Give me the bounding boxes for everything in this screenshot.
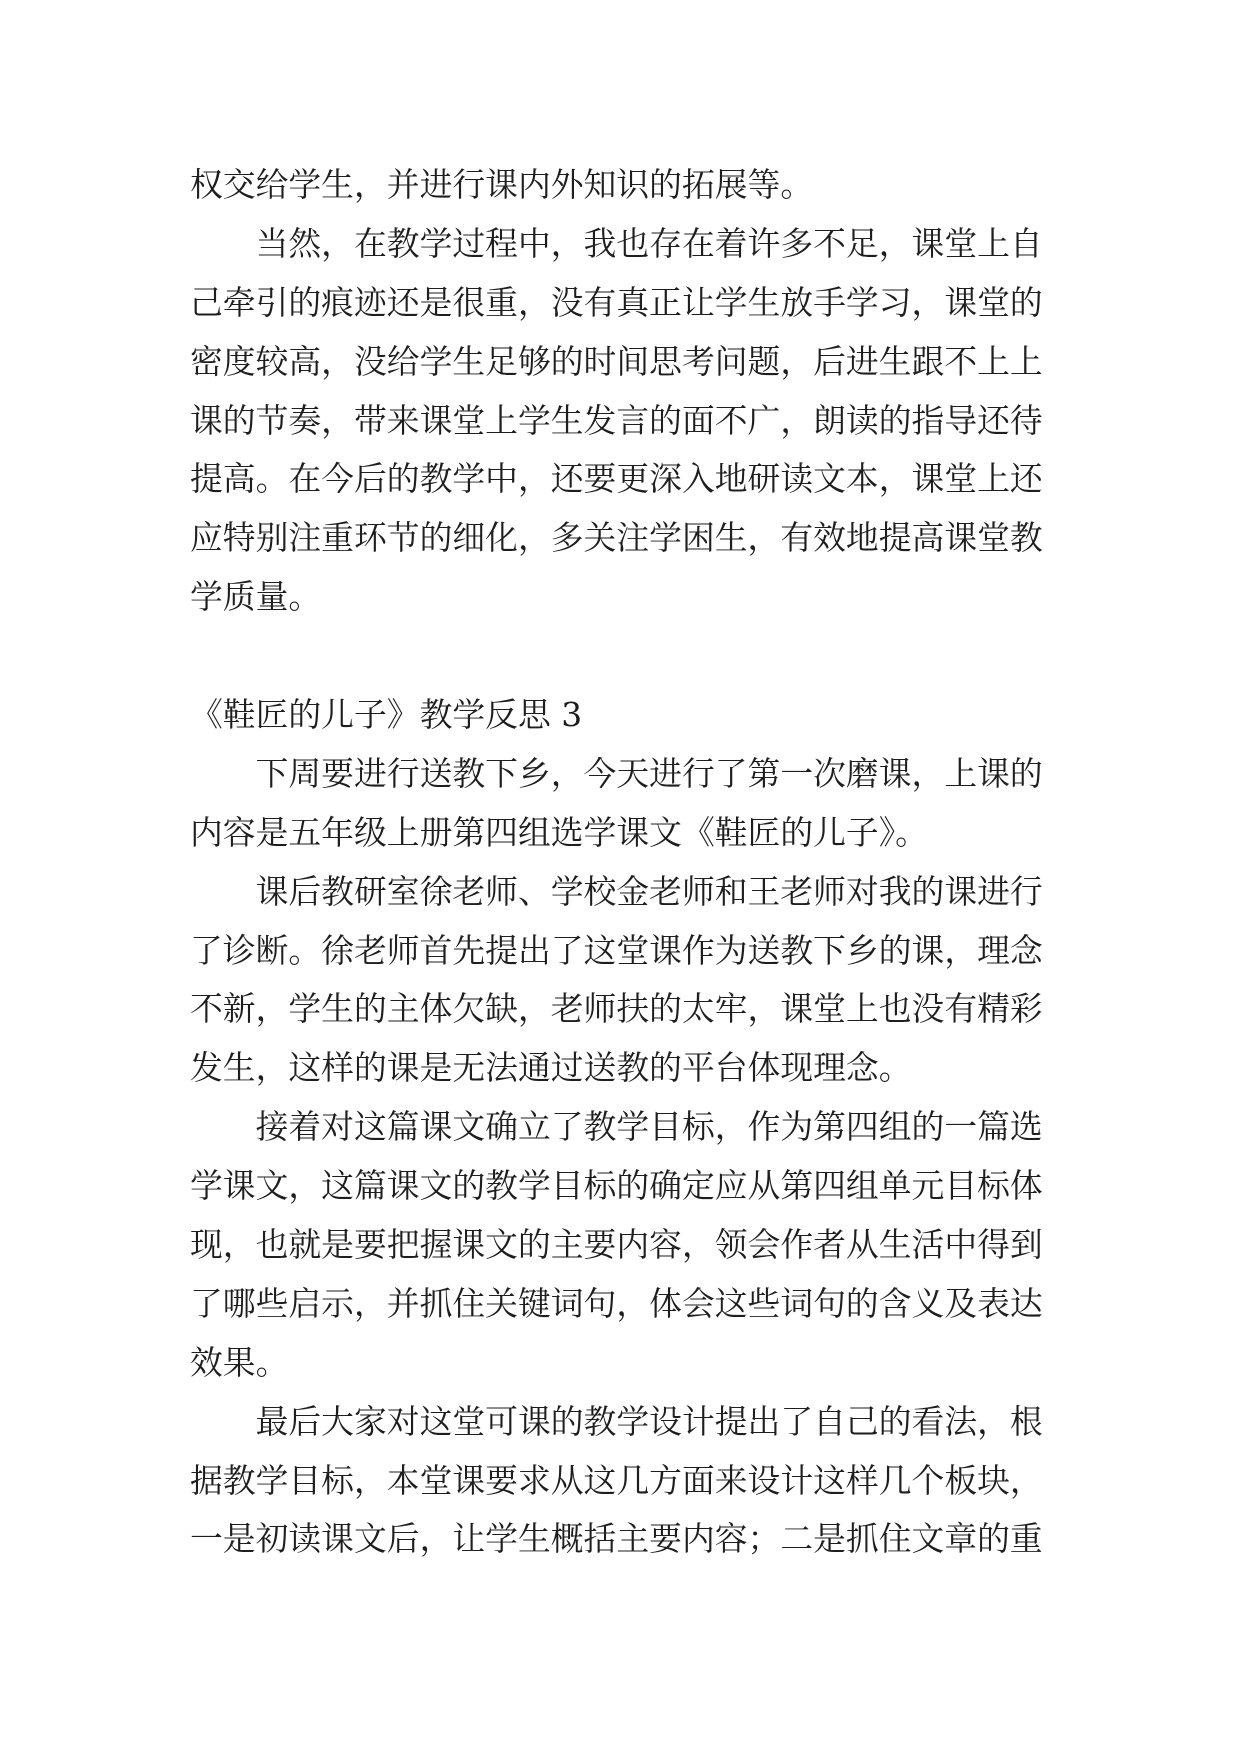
text-line: 现，也就是要把握课文的主要内容，领会作者从生活中得到 — [190, 1226, 1043, 1265]
text-line: 效果。 — [190, 1343, 289, 1382]
text-line: 当然，在教学过程中，我也存在着许多不足，课堂上自 — [255, 224, 1043, 263]
text-line: 了诊断。徐老师首先提出了这堂课作为送教下乡的课，理念 — [190, 931, 1043, 970]
document-body — [190, 156, 1070, 1569]
text-line: 提高。在今后的教学中，还要更深入地研读文本，课堂上还 — [190, 460, 1043, 499]
text-line: 学质量。 — [190, 578, 322, 617]
text-line: 了哪些启示，并抓住关键词句，体会这些词句的含义及表达 — [190, 1284, 1043, 1323]
text-line: 发生，这样的课是无法通过送教的平台体现理念。 — [190, 1049, 912, 1088]
text-line: 己牵引的痕迹还是很重，没有真正让学生放手学习，课堂的 — [190, 283, 1043, 322]
text-line: 应特别注重环节的细化，多关注学困生，有效地提高课堂教 — [190, 519, 1043, 558]
paragraph-objectives — [190, 1098, 1070, 1392]
paragraph-design — [190, 1393, 1070, 1570]
paragraph-continued — [190, 156, 1070, 215]
text-line: 最后大家对这堂可课的教学设计提出了自己的看法，根 — [255, 1402, 1043, 1441]
text-line: 内容是五年级上册第四组选学课文《鞋匠的儿子》。 — [190, 813, 928, 852]
paragraph-intro — [190, 745, 1070, 863]
text-line: 课的节奏，带来课堂上学生发言的面不广，朗读的指导还待 — [190, 401, 1043, 440]
text-line: 权交给学生，并进行课内外知识的拓展等。 — [190, 166, 814, 204]
blank-line — [190, 627, 1070, 686]
paragraph-diagnosis — [190, 863, 1070, 1099]
text-line: 课后教研室徐老师、学校金老师和王老师对我的课进行 — [255, 872, 1043, 911]
section-heading: 《鞋匠的儿子》教学反思 3 — [190, 696, 583, 735]
text-line: 学课文，这篇课文的教学目标的确定应从第四组单元目标体 — [190, 1167, 1043, 1206]
text-line: 密度较高，没给学生足够的时间思考问题，后进生跟不上上 — [190, 342, 1043, 381]
text-line: 不新，学生的主体欠缺，老师扶的太牢，课堂上也没有精彩 — [190, 990, 1043, 1029]
text-line: 接着对这篇课文确立了教学目标，作为第四组的一篇选 — [255, 1108, 1043, 1147]
text-line: 下周要进行送教下乡，今天进行了第一次磨课，上课的 — [255, 754, 1043, 793]
paragraph-shortcomings — [190, 215, 1070, 627]
text-line: 一是初读课文后，让学生概括主要内容；二是抓住文章的重 — [190, 1520, 1043, 1559]
text-line: 据教学目标，本堂课要求从这几方面来设计这样几个板块， — [190, 1461, 1043, 1500]
